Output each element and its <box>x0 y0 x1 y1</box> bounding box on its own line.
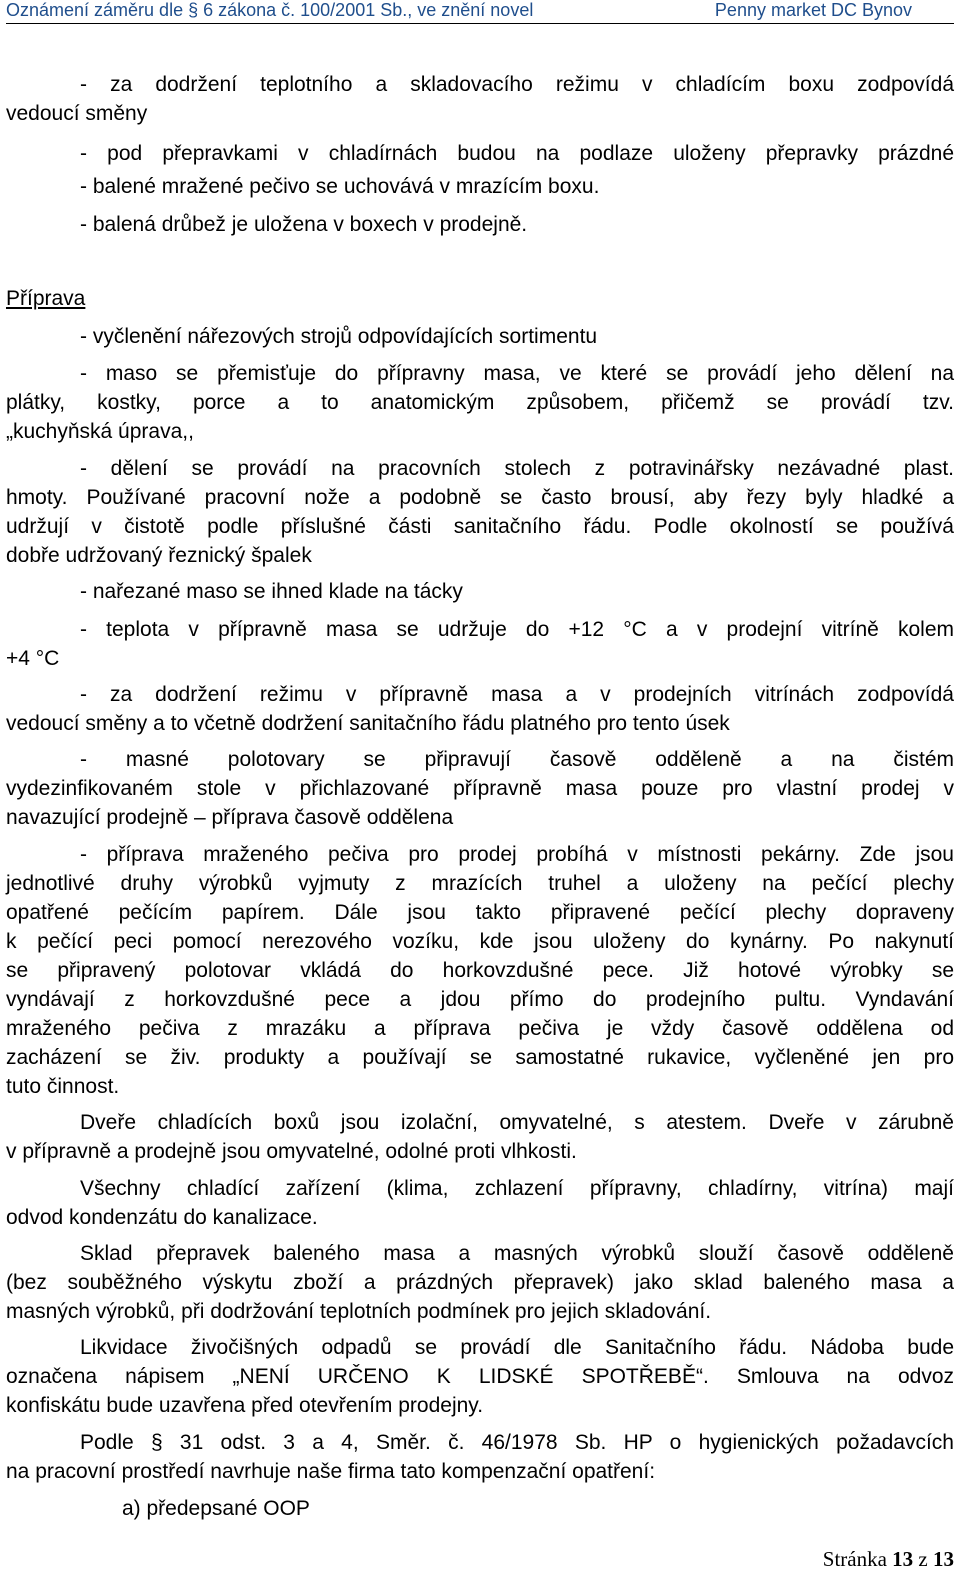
page-header <box>0 0 960 26</box>
text-line: vyndávají z horkovzdušné pece a jdou přímo do prodejního pultu. Vyndavání <box>6 988 954 1011</box>
text-line: Sklad přepravek baleného masa a masných výrobků slouží časově odděleně <box>80 1242 954 1265</box>
text-line: tuto činnost. <box>6 1075 120 1098</box>
header-document-title: Oznámení záměru dle § 6 zákona č. 100/2001 Sb., ve znění novel <box>6 0 534 20</box>
text-line: odvod kondenzátu do kanalizace. <box>6 1206 318 1229</box>
text-line: opatřené pečícím papírem. Dále jsou takto připravené pečící plechy dopraveny <box>6 901 954 924</box>
text-line: (bez souběžného výskytu zboží a prázdných přepravek) jako sklad baleného masa a <box>6 1271 954 1294</box>
text-line: plátky, kostky, porce a to anatomickým způsobem, přičemž se provádí tzv. <box>6 391 954 414</box>
text-line: Podle § 31 odst. 3 a 4, Směr. č. 46/1978 Sb. HP o hygienických požadavcích <box>80 1431 954 1454</box>
text-line: se připravený polotovar vkládá do horkovzdušné pece. Již hotové výrobky se <box>6 959 954 982</box>
text-line: „kuchyňská úprava,, <box>6 420 194 443</box>
text-line: Všechny chladící zařízení (klima, zchlazení přípravny, chladírny, vitrína) mají <box>80 1177 954 1200</box>
footer-prefix: Stránka <box>822 1547 893 1571</box>
text-line: - balená drůbež je uložena v boxech v prodejně. <box>80 213 528 236</box>
text-line: - masné polotovary se připravují časově odděleně a na čistém <box>80 748 954 771</box>
list-item: a) předepsané OOP <box>122 1497 310 1520</box>
text-line: - vyčlenění nářezových strojů odpovídajících sortimentu <box>80 325 598 348</box>
text-line: vedoucí směny <box>6 102 148 125</box>
text-line: - dělení se provádí na pracovních stolech z potravinářsky nezávadné plast. <box>80 457 954 480</box>
text-line: k pečící peci pomocí nerezového vozíku, kde jsou uloženy do kynárny. Po nakynutí <box>6 930 954 953</box>
header-project-name: Penny market DC Bynov <box>714 0 912 20</box>
text-line: jednotlivé druhy výrobků vyjmuty z mrazících truhel a uloženy na pečící plechy <box>6 872 954 895</box>
section-heading: Příprava <box>6 287 86 310</box>
text-line: zacházení se živ. produkty a používají se samostatné rukavice, vyčleněné jen pro <box>6 1046 954 1069</box>
text-line: vedoucí směny a to včetně dodržení sanitačního řádu platného pro tento úsek <box>6 712 730 735</box>
text-line: mraženého pečiva z mrazáku a příprava pečiva je vždy časově oddělena od <box>6 1017 954 1040</box>
text-line: masných výrobků, při dodržování teplotních podmínek pro jejich skladování. <box>6 1300 712 1323</box>
text-line: - teplota v přípravně masa se udržuje do +12 °C a v prodejní vitríně kolem <box>80 618 954 641</box>
text-line: - maso se přemisťuje do přípravny masa, ve které se provádí jeho dělení na <box>80 362 954 385</box>
page-number: 13 <box>892 1547 914 1571</box>
text-line: - za dodržení teplotního a skladovacího režimu v chladícím boxu zodpovídá <box>80 73 954 96</box>
text-line: v přípravně a prodejně jsou omyvatelné, odolné proti vlhkosti. <box>6 1140 577 1163</box>
text-line: - pod přepravkami v chladírnách budou na podlaze uloženy přepravky prázdné <box>80 142 954 165</box>
page-footer <box>823 1546 954 1572</box>
text-line: - nařezané maso se ihned klade na tácky <box>80 580 463 603</box>
text-line: označena nápisem „NENÍ URČENO K LIDSKÉ SPOTŘEBĚ“. Smlouva na odvoz <box>6 1365 954 1388</box>
header-rule <box>6 23 954 24</box>
text-line: - příprava mraženého pečiva pro prodej probíhá v místnosti pekárny. Zde jsou <box>80 843 954 866</box>
text-line: - balené mražené pečivo se uchovává v mrazícím boxu. <box>80 175 600 198</box>
text-line: dobře udržovaný řeznický špalek <box>6 544 312 567</box>
text-line: na pracovní prostředí navrhuje naše firma tato kompenzační opatření: <box>6 1460 656 1483</box>
text-line: - za dodržení režimu v přípravně masa a v prodejních vitrínách zodpovídá <box>80 683 954 706</box>
text-line: +4 °C <box>6 647 60 670</box>
text-line: konfiskátu bude uzavřena před otevřením prodejny. <box>6 1394 484 1417</box>
page-total: 13 <box>933 1547 954 1571</box>
text-line: hmoty. Používané pracovní nože a podobně se často brousí, aby řezy byly hladké a <box>6 486 954 509</box>
text-line: Likvidace živočišných odpadů se provádí dle Sanitačního řádu. Nádoba bude <box>80 1336 954 1359</box>
footer-separator: z <box>913 1547 933 1571</box>
text-line: Dveře chladících boxů jsou izolační, omyvatelné, s atestem. Dveře v zárubně <box>80 1111 954 1134</box>
text-line: vydezinfikovaném stole v přichlazované přípravně masa pouze pro vlastní prodej v <box>6 777 954 800</box>
text-line: navazující prodejně – příprava časově oddělena <box>6 806 454 829</box>
text-line: udržují v čistotě podle příslušné části sanitačního řádu. Podle okolností se používá <box>6 515 954 538</box>
